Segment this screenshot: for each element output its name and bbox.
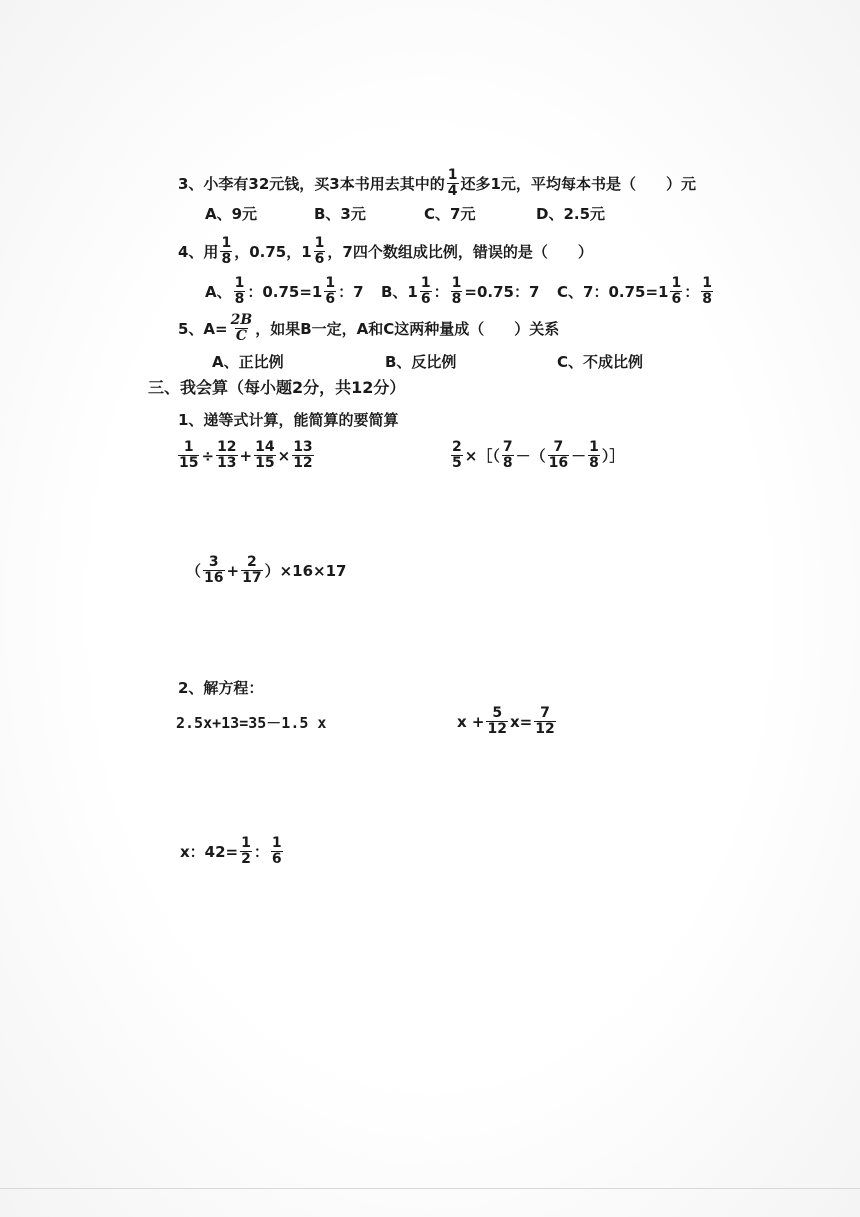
q3-text-b: 还多1元，平均每本书是（ ）元 xyxy=(460,174,696,193)
equation-3: x：42= $\frac{1}{2}$ ： $\frac{1}{6}$ xyxy=(180,835,282,867)
section-3-sub-1: 1、递等式计算，能简算的要简算 xyxy=(178,411,399,429)
q3-text-a: 3、小李有32元钱，买3本书用去其中的 xyxy=(178,174,445,193)
q4-mixed-number: 1 $\frac{1}{6}$ xyxy=(301,235,325,267)
q5-option-a: A、正比例 xyxy=(212,353,284,371)
question-3 xyxy=(178,168,696,199)
q3-option-c: C、7元 xyxy=(424,205,476,223)
calc-expression-2: $\frac{2}{5}$ ×［（ $\frac{7}{8}$ －（ $\frac{7}{16}$ － $\frac{1}{8}$ ）］ xyxy=(452,439,625,471)
calc-expression-3: （ $\frac{3}{16}$ + $\frac{2}{17}$ ）×16×17 xyxy=(186,554,347,586)
calc-expression-1: $\frac{1}{15}$ ÷ $\frac{12}{13}$ + $\frac{14}{15}$ × $\frac{13}{12}$ xyxy=(179,439,313,471)
q4-option-b: B、1 $\frac{1}{6}$ ： $\frac{1}{8}$ =0.75：7 xyxy=(381,275,540,307)
q4-fraction-1: $\frac{1}{8}$ xyxy=(221,235,232,267)
section-3-title: 三、我会算（每小题2分，共12分） xyxy=(148,378,406,397)
equation-2: x + $\frac{5}{12}$ x= $\frac{7}{12}$ xyxy=(457,705,555,737)
q3-option-b: B、3元 xyxy=(314,205,366,223)
q4-option-c: C、7：0.75=1 $\frac{1}{6}$ ： $\frac{1}{8}$ xyxy=(557,275,712,307)
question-5: 5、A= $\frac{2B}{C}$ ，如果B一定，A和C这两种量成（ ）关系 xyxy=(178,312,560,344)
q4-option-a: A、 $\frac{1}{8}$ ：0.75=1 $\frac{1}{6}$ ：7 xyxy=(205,275,364,307)
equation-1: 2.5x+13=35－1.5 x xyxy=(176,714,327,732)
q3-option-d: D、2.5元 xyxy=(536,205,606,223)
scan-edge-line xyxy=(0,1188,860,1189)
q5-option-b: B、反比例 xyxy=(385,353,457,371)
section-3-sub-2: 2、解方程： xyxy=(178,679,264,697)
q3-fraction: $\frac{1}{4}$ xyxy=(447,167,458,199)
q5-fraction: $\frac{2B}{C}$ xyxy=(230,312,253,344)
question-4: 4、用 $\frac{1}{8}$ ，0.75， 1 $\frac{1}{6}$ ，7四个数组成比例，错误的是（ ） xyxy=(178,235,593,267)
q3-option-a: A、9元 xyxy=(205,205,258,223)
q5-option-c: C、不成比例 xyxy=(557,353,644,371)
